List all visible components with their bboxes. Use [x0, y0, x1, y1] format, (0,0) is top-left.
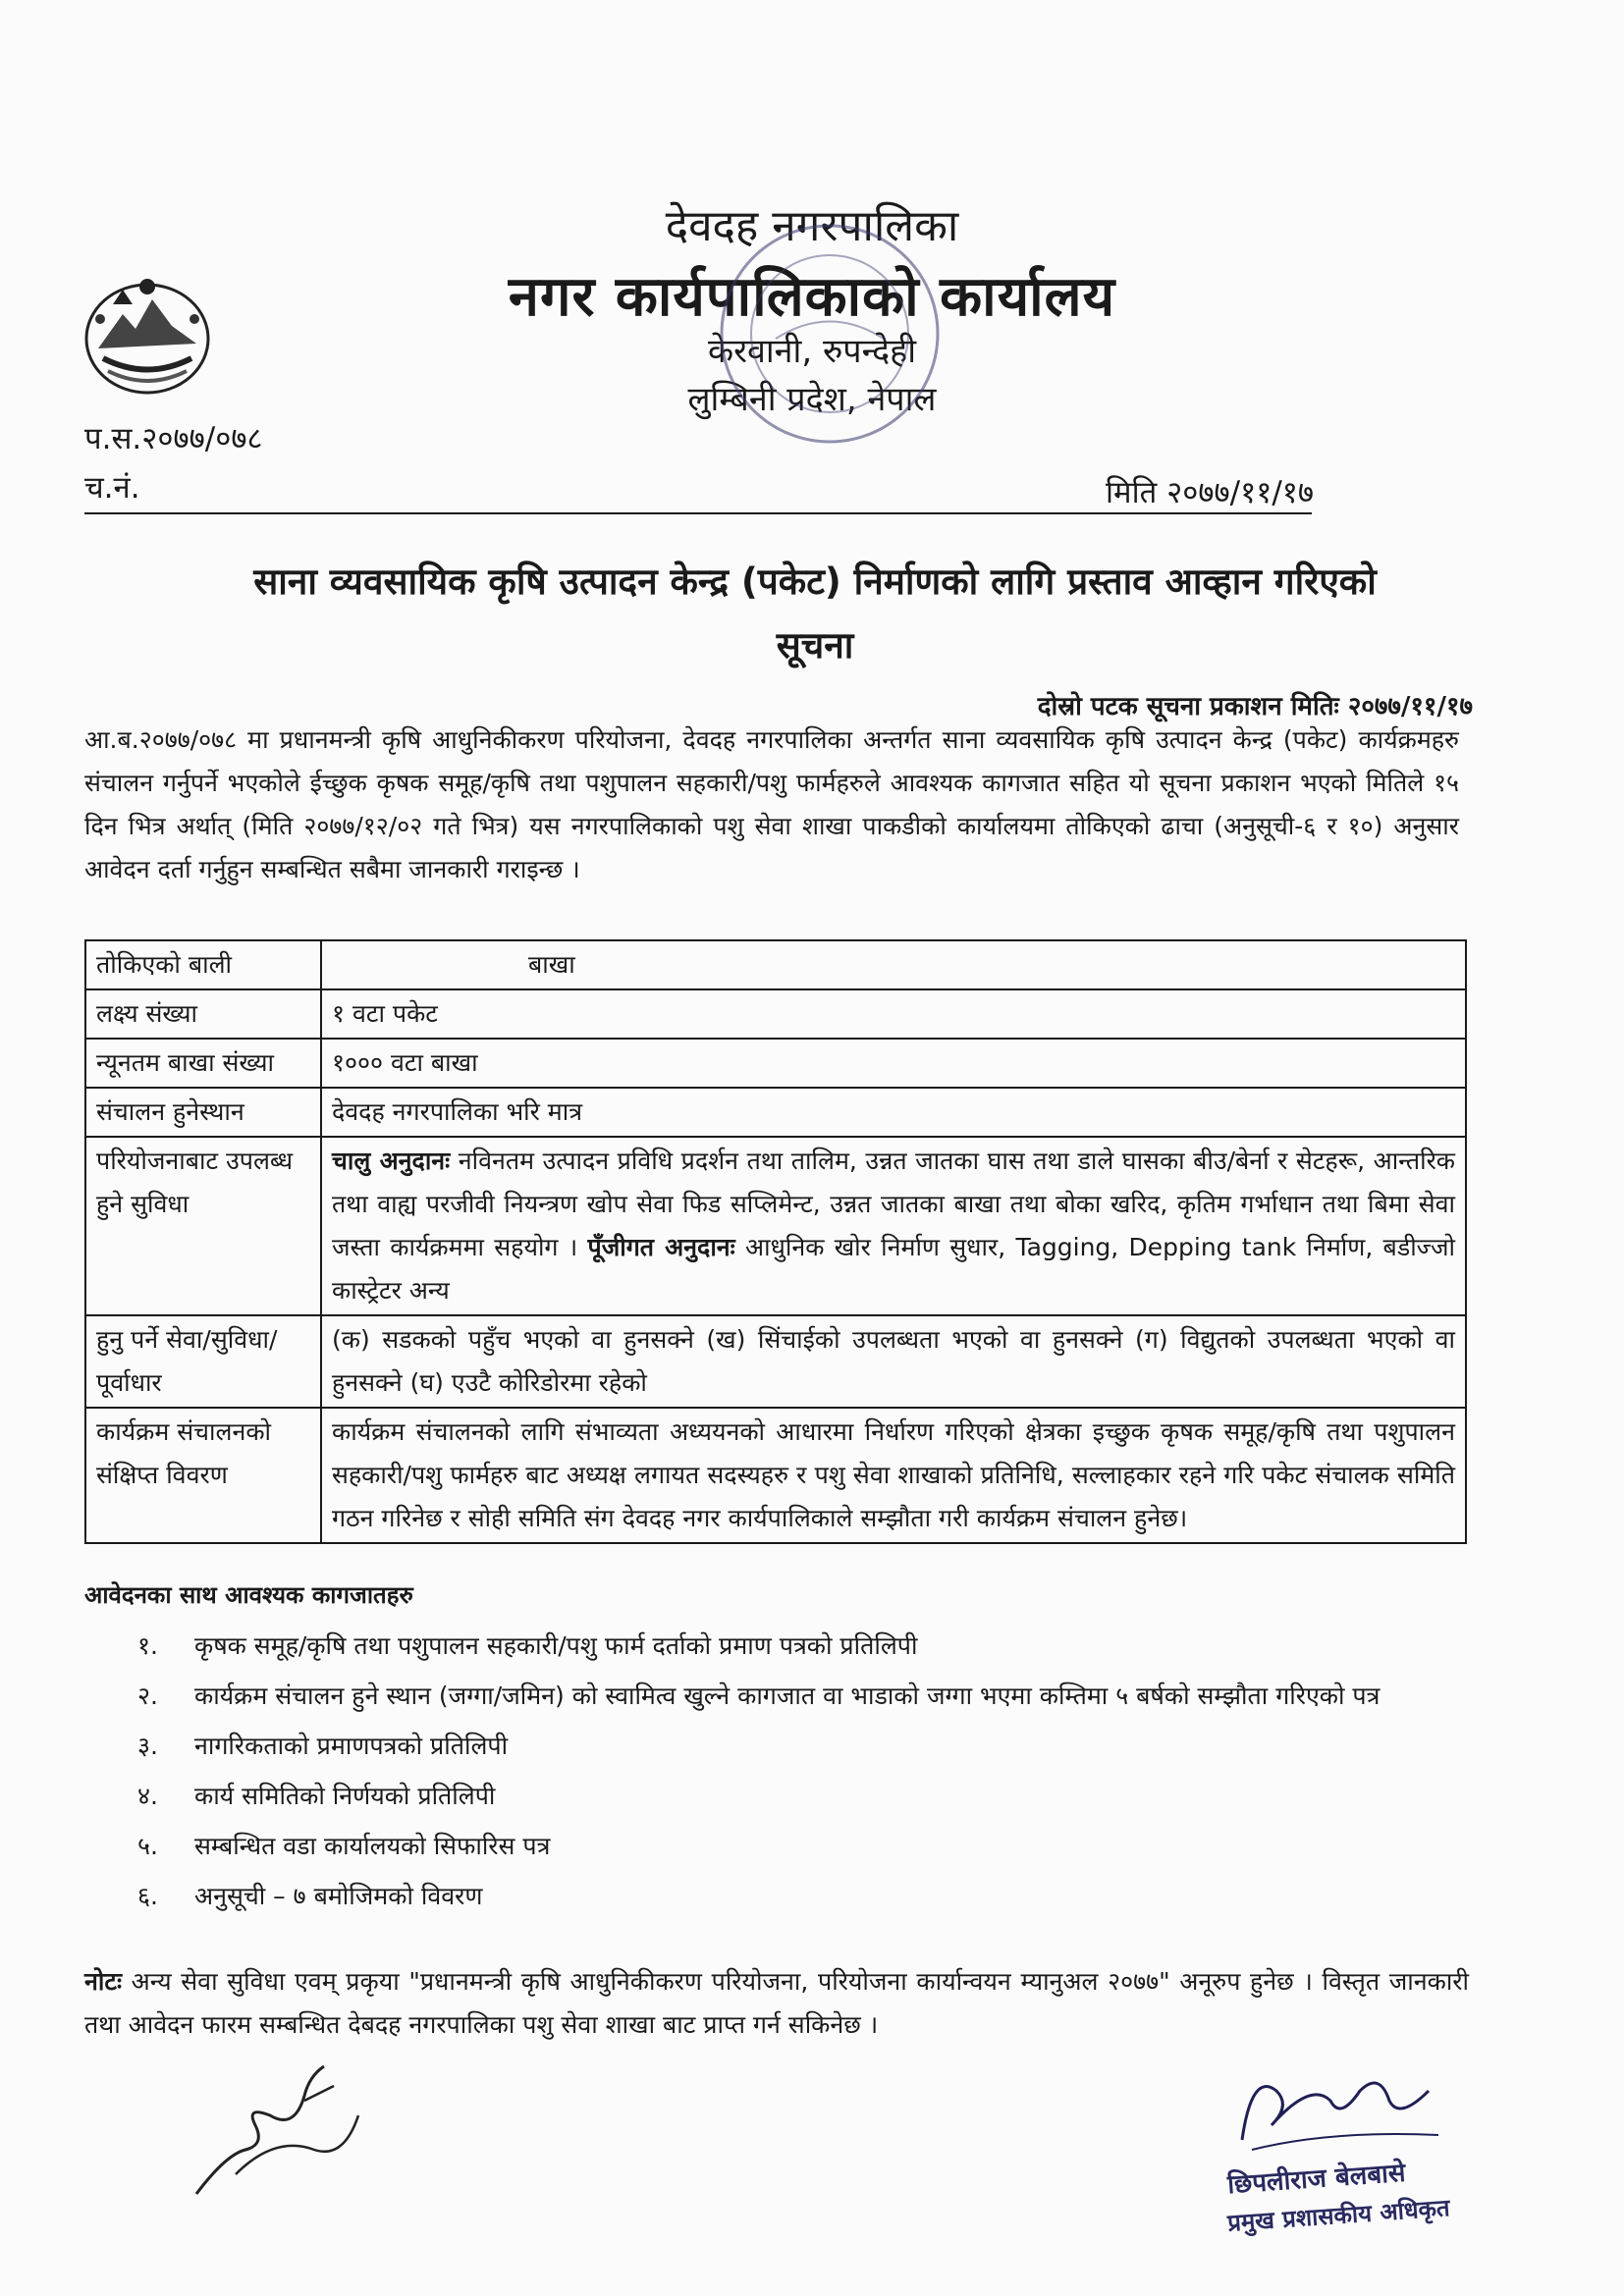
row-key: परियोजनाबाट उपलब्ध हुने सुविधा: [85, 1137, 321, 1315]
table-row: [85, 1039, 1466, 1088]
notice-title-suffix: सूचना: [776, 624, 854, 667]
officer-name-stamp: छिपलीराज बेलबासे: [1226, 2158, 1407, 2201]
item-number: ४.: [137, 1782, 158, 1810]
row-key: कार्यक्रम संचालनको संक्षिप्त विवरण: [85, 1408, 321, 1543]
capital-grant-label: पूँजीगत अनुदानः: [587, 1233, 735, 1261]
row-value: १००० वटा बाखा: [321, 1039, 1466, 1088]
officer-title-stamp: प्रमुख प्रशासकीय अधिकृत: [1226, 2194, 1451, 2237]
table-row: [85, 1315, 1466, 1408]
notice-title: साना व्यवसायिक कृषि उत्पादन केन्द्र (पकेट) निर्माणको लागि प्रस्ताव आव्हान गरिएको: [253, 561, 1377, 603]
row-value: देवदह नगरपालिका भरि मात्र: [321, 1088, 1466, 1137]
list-item: [137, 1675, 1463, 1717]
row-value: (क) सडकको पहुँच भएको वा हुनसक्ने (ख) सिंचाईको उपलब्धता भएको वा हुनसक्ने (ग) विद्युतको उपलब्धता भएको वा हुनसक्ने (घ) एउटै कोरिडोरमा रहेको: [321, 1315, 1466, 1408]
notice-date: मिति २०७७/११/१७: [1106, 475, 1314, 510]
row-key: संचालन हुनेस्थान: [85, 1088, 321, 1137]
table-row: [85, 1137, 1466, 1315]
table-row: [85, 989, 1466, 1039]
second-publication-date: दोस्रो पटक सूचना प्रकाशन मितिः २०७७/११/१७: [1037, 692, 1473, 721]
capital-grant-text: आधुनिक खोर निर्माण सुधार, Tagging, Depping tank निर्माण, बडीज्जो कास्ट्रेटर अन्य: [332, 1233, 1456, 1305]
item-number: २.: [137, 1682, 158, 1710]
address-line-1: केरवानी, रुपन्देही: [707, 332, 917, 371]
list-item: [137, 1725, 1463, 1767]
note-label: नोटः: [84, 1967, 123, 1996]
list-item: [137, 1825, 1463, 1867]
office-seal-stamp: [707, 211, 952, 456]
item-number: ५.: [137, 1832, 158, 1860]
item-number: ३.: [137, 1732, 158, 1760]
row-value: बाखा: [321, 940, 1466, 989]
program-details-table: [84, 939, 1467, 1544]
item-number: ६.: [137, 1882, 158, 1910]
required-docs-heading: आवेदनका साथ आवश्यक कागजातहरु: [84, 1581, 413, 1609]
current-grant-text: नविनतम उत्पादन प्रविधि प्रदर्शन तथा तालिम, उन्नत जातका घास तथा डाले घासका बीउ/बेर्ना र सेटहरू, आन्तरिक तथा वाह्य परजीवी नियन्त्रण खोप सेवा फिड सप्लिमेन्ट, उन्नत जातका बाखा तथा बोका खरिद, कृतिम गर्भाधान तथा बिमा सेवा जस्ता कार्यक्रममा सहयोग ।: [332, 1147, 1456, 1261]
item-text: सम्बन्धित वडा कार्यालयको सिफारिस पत्र: [194, 1832, 551, 1860]
left-signature: [187, 2056, 373, 2204]
list-item: [137, 1625, 1463, 1667]
row-value: १ वटा पकेट: [321, 989, 1466, 1039]
item-number: १.: [137, 1631, 158, 1660]
item-text: कार्य समितिको निर्णयको प्रतिलिपी: [194, 1782, 496, 1810]
current-grant-label: चालु अनुदानः: [332, 1147, 451, 1175]
note-paragraph: [84, 1960, 1469, 2047]
row-key: हुनु पर्ने सेवा/सुविधा/पूर्वाधार: [85, 1315, 321, 1408]
required-docs-list: [137, 1625, 1463, 1925]
address-line-2: लुम्बिनी प्रदेश, नेपाल: [687, 380, 937, 419]
officer-signature: [1232, 2061, 1448, 2160]
row-key: लक्ष्य संख्या: [85, 989, 321, 1039]
header-divider: [84, 512, 1312, 514]
list-item: [137, 1775, 1463, 1817]
municipality-name: देवदह नगरपालिका: [665, 201, 959, 251]
office-name: नगर कार्यपालिकाको कार्यालय: [508, 265, 1116, 329]
table-row: [85, 1088, 1466, 1137]
row-value: कार्यक्रम संचालनको लागि संभाव्यता अध्ययनको आधारमा निर्धारण गरिएको क्षेत्रका इच्छुक कृषक समूह/कृषि तथा पशुपालन सहकारी/पशु फार्महरु बाट अध्यक्ष लगायत सदस्यहरु र पशु सेवा शाखाको प्रतिनिधि, सल्लाहकार रहने गरि पकेट संचालक समिति गठन गरिनेछ र सोही समिति संग देवदह नगर कार्यपालिकाले सम्झौता गरी कार्यक्रम संचालन हुनेछ।: [321, 1408, 1466, 1543]
item-text: अनुसूची – ७ बमोजिमको विवरण: [194, 1882, 483, 1910]
row-key: तोकिएको बाली: [85, 940, 321, 989]
table-row: [85, 1408, 1466, 1543]
item-text: कार्यक्रम संचालन हुने स्थान (जग्गा/जमिन) को स्वामित्व खुल्ने कागजात वा भाडाको जग्गा भएमा कम्तिमा ५ बर्षको सम्झौता गरिएको पत्र: [194, 1682, 1380, 1710]
note-text: अन्य सेवा सुविधा एवम् प्रकृया "प्रधानमन्त्री कृषि आधुनिकीकरण परियोजना, परियोजना कार्यान्वयन म्यानुअल २०७७" अनूरुप हुनेछ । विस्तृत जानकारी तथा आवेदन फारम सम्बन्धित देबदह नगरपालिका पशु सेवा शाखा बाट प्राप्त गर्न सकिनेछ ।: [84, 1967, 1469, 2039]
intro-paragraph: आ.ब.२०७७/०७८ मा प्रधानमन्त्री कृषि आधुनिकीकरण परियोजना, देवदह नगरपालिका अन्तर्गत साना व्यवसायिक कृषि उत्पादन केन्द्र (पकेट) कार्यक्रमहरु संचालन गर्नुपर्ने भएकोले ईच्छुक कृषक समूह/कृषि तथा पशुपालन सहकारी/पशु फार्महरुले आवश्यक कागजात सहित यो सूचना प्रकाशन भएको मितिले १५ दिन भित्र अर्थात् (मिति २०७७/१२/०२ गते भित्र) यस नगरपालिकाको पशु सेवा शाखा पाकडीको कार्यालयमा तोकिएको ढाचा (अनुसूची-६ र १०) अनुसार आवेदन दर्ता गर्नुहुन सम्बन्धित सबैमा जानकारी गराइन्छ ।: [84, 725, 1459, 883]
row-value: [321, 1137, 1466, 1315]
row-key: न्यूनतम बाखा संख्या: [85, 1039, 321, 1088]
item-text: नागरिकताको प्रमाणपत्रको प्रतिलिपी: [194, 1732, 509, 1760]
table-row: [85, 940, 1466, 989]
item-text: कृषक समूह/कृषि तथा पशुपालन सहकारी/पशु फार्म दर्ताको प्रमाण पत्रको प्रतिलिपी: [194, 1631, 918, 1660]
fiscal-year-ref: प.स.२०७७/०७८: [84, 421, 263, 456]
list-item: [137, 1875, 1463, 1917]
dispatch-number: च.नं.: [84, 470, 140, 506]
